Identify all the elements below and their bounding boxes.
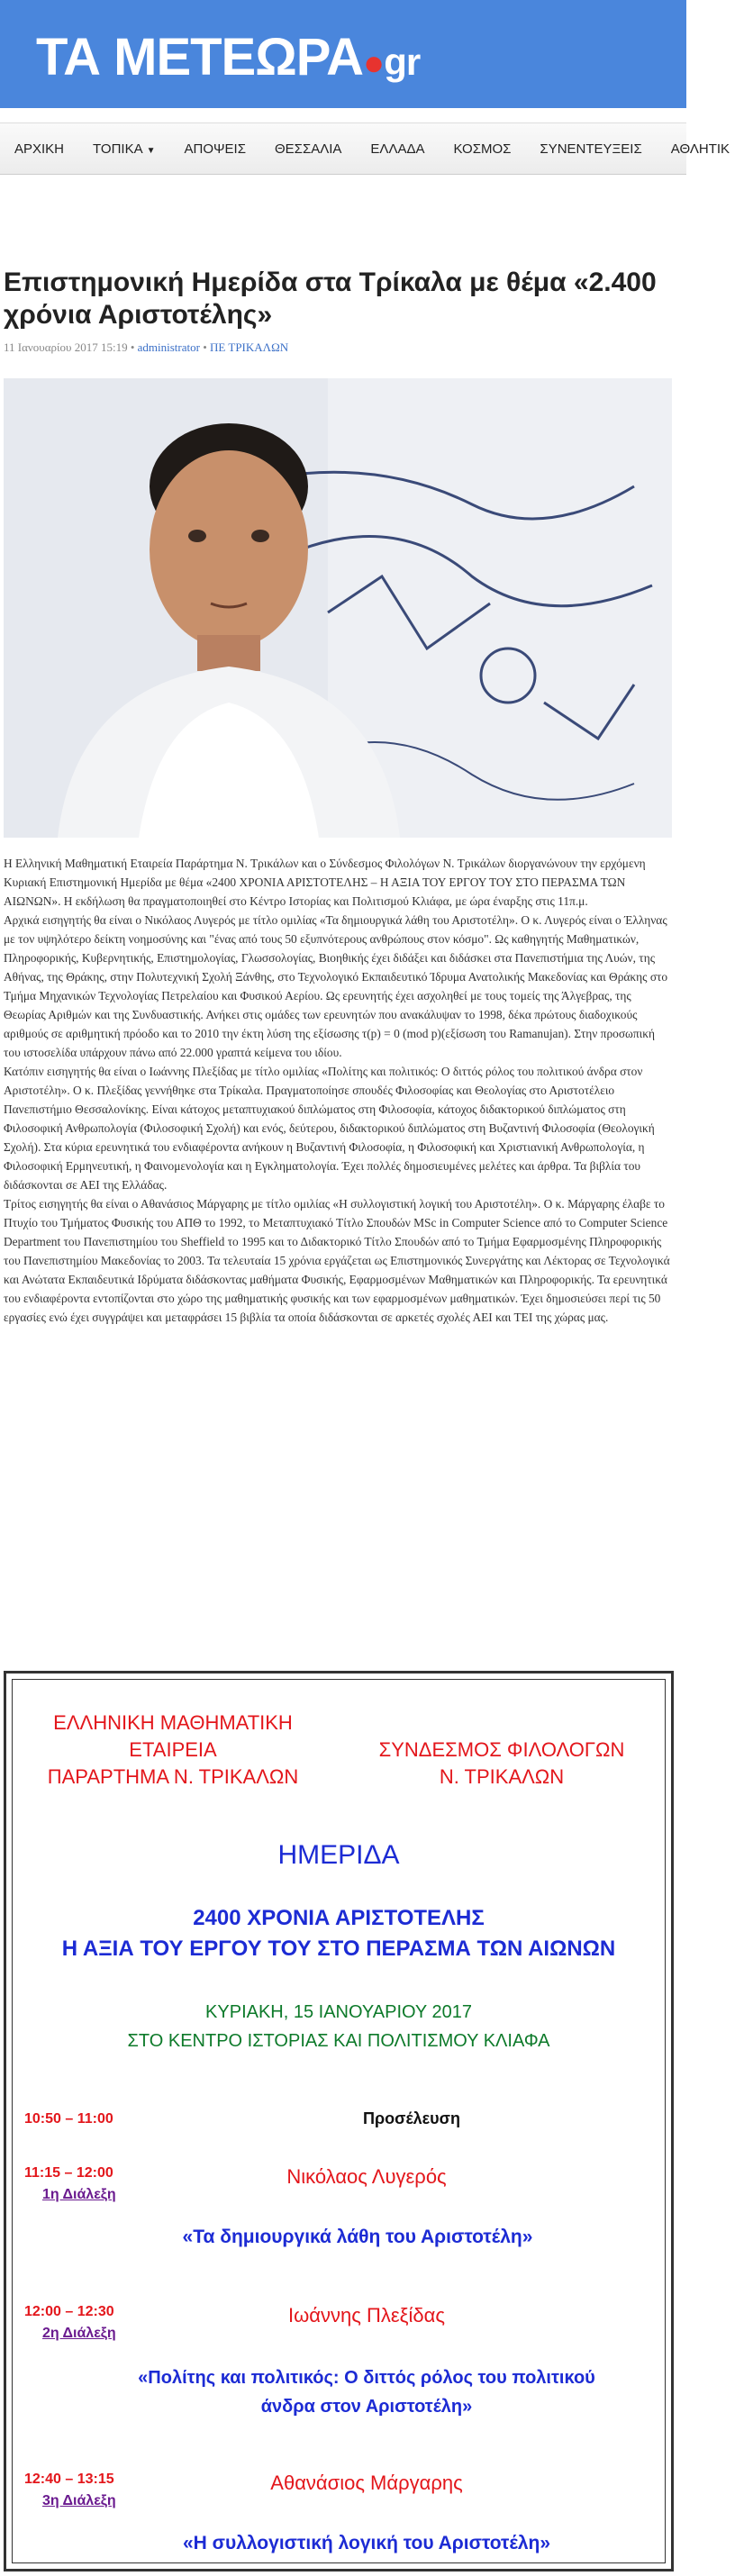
category-link[interactable]: ΠΕ ΤΡΙΚΑΛΩΝ: [210, 340, 289, 354]
article-title: Επιστημονική Ημερίδα στα Τρίκαλα με θέμα «2.400 χρόνια Αριστοτέλης»: [4, 268, 657, 330]
schedule-time: 10:50 – 11:00: [24, 2111, 113, 2127]
schedule-lecture-label: 3η Διάλεξη: [42, 2493, 116, 2508]
schedule-time: 11:15 – 12:00: [24, 2165, 113, 2181]
poster-theme: [6, 1903, 671, 1964]
logo-text: ΤΑ ΜΕΤΕΩΡΑ: [36, 28, 364, 86]
schedule-name: Προσέλευση: [363, 2109, 460, 2127]
schedule-title: «Πολίτης και πολιτικός: Ο διττός ρόλος του πολιτικού άνδρα στον Αριστοτέλη»: [138, 2368, 595, 2417]
chevron-down-icon: ▼: [146, 145, 156, 156]
schedule-time: 12:00 – 12:30: [24, 2304, 114, 2319]
nav-item-local[interactable]: [78, 141, 169, 157]
schedule-lecture-label: 1η Διάλεξη: [42, 2187, 116, 2202]
article-paragraph: Τρίτος εισηγητής θα είναι ο Αθανάσιος Μάργαρης με τίτλο ομιλίας «Η συλλογιστική λογική του Αριστοτέλη». Ο κ. Μάργαρης έλαβε το Πτυχίο του Τμήματος Φυσικής του ΑΠΘ το 1992, το Μεταπτυχιακό Τίτλο Σπουδών MSc in Computer Science από το Computer Science Department του Πανεπιστημίου του Sheffield το 1995 και το Διδακτορικό Τίτλο Σπουδών από το Τμήμα Εφαρμοσμένης Πληροφορικής του Πανεπιστημίου Μακεδονίας το 2003. Τα τελευταία 15 χρόνια εργάζεται ως Επιστημονικός Συνεργάτης και Λέκτορας σε Τεχνολογικά και Ανώτατα Εκπαιδευτικά Ιδρύματα διδάσκοντας μαθήματα Φυσικής, Εφαρμοσμένων Μαθηματικών και Πληροφορικής. Τα ερευνητικά του ενδιαφέροντα εντοπίζονται στο χώρο της μαθηματικής φυσικής και των εφαρμοσμένων μαθηματικών. Έχει δημοσιεύσει περί τις 50 εργασίες ενώ έχει συγγράψει και μεταφράσει 15 βιβλία τα οποία διδάσκονται σε αρκετές σχολές ΑΕΙ και ΤΕΙ της χώρας μας.: [4, 1197, 670, 1324]
poster-date: ΚΥΡΙΑΚΗ, 15 ΙΑΝΟΥΑΡΙΟΥ 2017: [205, 2002, 472, 2022]
poster-heading: ΗΜΕΡΙΔΑ: [277, 1840, 400, 1870]
poster-venue: ΣΤΟ ΚΕΝΤΡΟ ΙΣΤΟΡΙΑΣ ΚΑΙ ΠΟΛΙΤΙΣΜΟΥ ΚΛΙΑΦΑ: [127, 2031, 550, 2051]
theme-line: Η ΑΞΙΑ ΤΟΥ ΕΡΓΟΥ ΤΟΥ ΣΤΟ ΠΕΡΑΣΜΑ ΤΩΝ ΑΙΩΝΩΝ: [61, 1937, 616, 1961]
nav-item-opinions[interactable]: ΑΠΟΨΕΙΣ: [184, 141, 246, 157]
author-link[interactable]: administrator: [137, 340, 200, 354]
article-body: [4, 854, 674, 1327]
nav-item-thessaly[interactable]: ΘΕΣΣΑΛΙΑ: [275, 141, 342, 157]
article-paragraph: Αρχικά εισηγητής θα είναι ο Νικόλαος Λυγερός με τίτλο ομιλίας «Τα δημιουργικά λάθη του Αριστοτέλη». Ο κ. Λυγερός είναι ο Έλληνας με τον υψηλότερο δείκτη νοημοσύνης και "ένας από τους 50 εξυπνότερους ανθρώπους στον κόσμο". Ως καθηγητής Μαθηματικών, Πληροφορικής, Κυβερνητικής, Επιστημολογίας, Γλωσσολογίας, Βιοηθικής έχει διδάξει και διδάσκει στα Πανεπιστήμια της Λυών, της Αθήνας, της Θράκης, στην Πολυτεχνική Σχολή Ξάνθης, στο Τεχνολογικό Εκπαιδευτικό Ίδρυμα Ανατολικής Μακεδονίας και Θράκης στο Τμήμα Μηχανικών Τεχνολογίας Πετρελαίου και Φυσικού Αερίου. Ως ερευνητής έχει ασχοληθεί με τους τομείς της Άλγεβρας, της Θεωρίας Αριθμών και της Συνδυαστικής. Ανήκει στις ομάδες των ερευνητών που ανακάλυψαν το 1998, δέκα πρώτους διαδοχικούς αριθμούς σε αριθμητική πρόοδο και το 2010 την έκτη λύση της εξίσωσης τ(p) = 0 (mod p)(εξίσωση του Ramanujan). Στην προσωπική του ιστοσελίδα υπάρχουν πάνω από 22.000 γραπτά κείμενα του ιδίου.: [4, 913, 668, 1059]
schedule-time: 12:40 – 13:15: [24, 2472, 114, 2487]
article-paragraph: Η Ελληνική Μαθηματική Εταιρεία Παράρτημα Ν. Τρικάλων και ο Σύνδεσμος Φιλολόγων Ν. Τρικάλων διοργανώνουν την ερχόμενη Κυριακή Επιστημονική Ημερίδα με θέμα «2400 ΧΡΟΝΙΑ ΑΡΙΣΤΟΤΕΛΗΣ – Η ΑΞΙΑ ΤΟΥ ΕΡΓΟΥ ΤΟΥ ΣΤΟ ΠΕΡΑΣΜΑ ΤΩΝ ΑΙΩΝΩΝ». Η εκδήλωση θα πραγματοποιηθεί στο Κέντρο Ιστορίας και Πολιτισμού Κλιάφα, με ώρα έναρξης στις 11π.μ.: [4, 857, 646, 908]
nav-item-greece[interactable]: ΕΛΛΑΔΑ: [370, 141, 425, 157]
event-poster: [4, 1671, 674, 2571]
org-right-line: ΣΥΝΔΕΣΜΟΣ ΦΙΛΟΛΟΓΩΝ: [378, 1738, 625, 1761]
nav-item-home[interactable]: ΑΡΧΙΚΗ: [14, 141, 65, 157]
org-left-line: ΕΤΑΙΡΕΙΑ: [129, 1738, 217, 1761]
org-left-line: ΕΛΛΗΝΙΚΗ ΜΑΘΗΜΑΤΙΚΗ: [53, 1711, 293, 1734]
org-right-line: Ν. ΤΡΙΚΑΛΩΝ: [439, 1765, 565, 1788]
logo-banner[interactable]: [0, 0, 686, 108]
schedule-lecture-label: 2η Διάλεξη: [42, 2326, 116, 2341]
meta-separator: •: [203, 340, 207, 354]
theme-line: 2400 ΧΡΟΝΙΑ ΑΡΙΣΤΟΤΕΛΗΣ: [193, 1906, 485, 1930]
meta-separator: •: [130, 340, 135, 354]
schedule-title: «Τα δημιουργικά λάθη του Αριστοτέλη»: [182, 2227, 533, 2247]
poster-date-venue: [6, 1998, 671, 2055]
poster-org-left: [24, 1710, 322, 1791]
schedule-name: Ιωάννης Πλεξίδας: [288, 2304, 445, 2327]
site-header: [0, 0, 686, 108]
nav-item-world[interactable]: ΚΟΣΜΟΣ: [453, 141, 512, 157]
article-meta: [4, 340, 288, 355]
logo-tld: gr: [384, 41, 421, 83]
article-photo: [4, 378, 672, 838]
schedule-name: Νικόλαος Λυγερός: [286, 2165, 447, 2188]
schedule-name: Αθανάσιος Μάργαρης: [270, 2472, 463, 2494]
article-paragraph: Κατόπιν εισηγητής θα είναι ο Ιωάννης Πλεξίδας με τίτλο ομιλίας «Πολίτης και πολιτικός: Ο διττός ρόλος του πολιτικού άνδρα στον Αριστοτέλη». Ο κ. Πλεξίδας γεννήθηκε στα Τρίκαλα. Πραγματοποίησε σπουδές Φιλοσοφίας και Θεολογίας στο Αριστοτέλειο Πανεπιστήμιο Θεσσαλονίκης. Είναι κάτοχος μεταπτυχιακού διπλώματος στη Φιλοσοφία, κάτοχος διδακτορικού διπλώματος στη Φιλοσοφική Ανθρωπολογία (Φιλοσοφική Σχολή) και ενός, δεύτερου, διδακτορικού διπλώματος στη Βυζαντινή Φιλοσοφία (Θεολογική Σχολή). Στα κύρια ερευνητικά του ενδιαφέροντα ανήκουν η Βυζαντινή Φιλοσοφία, η Φιλοσοφική και Χριστιανική Ανθρωπολογία, η Φιλοσοφική Ερμηνευτική, η Φαινομενολογία και η Εγκληματολογία. Έχει πολλές δημοσιευμένες μελέτες και άρθρα. Τα βιβλία του διδάσκονται σε ΑΕΙ της Ελλάδας.: [4, 1065, 655, 1192]
main-nav: [0, 122, 730, 175]
article-date: 11 Ιανουαρίου 2017 15:19: [4, 340, 128, 354]
nav-item-interviews[interactable]: ΣΥΝΕΝΤΕΥΞΕΙΣ: [540, 141, 642, 157]
nav-item-local-label: ΤΟΠΙΚΑ: [93, 141, 143, 157]
site-logo[interactable]: [36, 27, 420, 87]
nav-item-sports[interactable]: ΑΘΛΗΤΙΚ: [670, 141, 730, 157]
speaker-photo-illustration: [4, 378, 672, 838]
poster-org-right: [349, 1737, 655, 1791]
logo-dot-icon: ●: [363, 43, 385, 83]
org-left-line: ΠΑΡΑΡΤΗΜΑ Ν. ΤΡΙΚΑΛΩΝ: [47, 1765, 299, 1788]
schedule-title: «Η συλλογιστική λογική του Αριστοτέλη»: [182, 2533, 551, 2553]
